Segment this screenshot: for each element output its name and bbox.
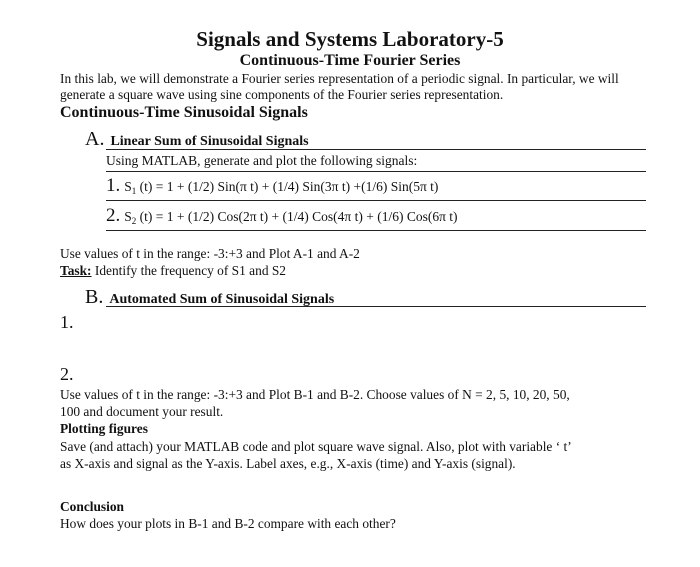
section-a-heading xyxy=(85,128,309,151)
section-a-rule-mid xyxy=(106,171,646,172)
task-label: Task: xyxy=(60,263,92,278)
formula-1-rule xyxy=(106,200,646,201)
task-line xyxy=(60,263,286,279)
plotting-line-1: Save (and attach) your MATLAB code and plot square wave signal. Also, plot with variable ‘ t’ xyxy=(60,439,572,454)
document-title: Signals and Systems Laboratory-5 xyxy=(196,27,504,51)
formula-1-expression: (t) = 1 + (1/2) Sin(π t) + (1/4) Sin(3π t) +(1/6) Sin(5π t) xyxy=(136,179,439,194)
section-title: Continuous-Time Sinusoidal Signals xyxy=(60,104,308,121)
formula-2-subscript: 2 xyxy=(131,216,137,226)
formula-2 xyxy=(106,205,458,227)
formula-2-rule xyxy=(106,230,646,231)
formula-2-number: 2. xyxy=(106,205,121,226)
formula-2-expression: (t) = 1 + (1/2) Cos(2π t) + (1/4) Cos(4π t) + (1/6) Cos(6π t) xyxy=(136,209,458,224)
section-b-range-line-1: Use values of t in the range: -3:+3 and Plot B-1 and B-2. Choose values of N = 2, 5, 10, 20, 50, xyxy=(60,387,570,402)
document-subtitle: Continuous-Time Fourier Series xyxy=(239,52,461,69)
section-b-title: Automated Sum of Sinusoidal Signals xyxy=(109,292,335,307)
plotting-heading: Plotting figures xyxy=(60,421,148,436)
section-b-letter: B. xyxy=(85,286,104,308)
plotting-line-2: as X-axis and signal as the Y-axis. Label axes, e.g., X-axis (time) and Y-axis (signal). xyxy=(60,456,516,471)
formula-2-symbol: S xyxy=(124,209,132,224)
section-b-item-2: 2. xyxy=(60,364,74,384)
section-a-letter: A. xyxy=(85,128,105,150)
section-a-title: Linear Sum of Sinusoidal Signals xyxy=(110,134,309,149)
section-b-item-1: 1. xyxy=(60,312,74,332)
task-text: Identify the frequency of S1 and S2 xyxy=(91,263,287,278)
section-a-rule-top xyxy=(106,149,646,150)
section-a-range-text: Use values of t in the range: -3:+3 and Plot A-1 and A-2 xyxy=(60,246,360,261)
section-a-instruction: Using MATLAB, generate and plot the following signals: xyxy=(106,153,418,168)
section-b-rule xyxy=(106,306,646,307)
conclusion-heading: Conclusion xyxy=(60,499,124,514)
conclusion-question: How does your plots in B-1 and B-2 compare with each other? xyxy=(60,516,396,531)
formula-1-subscript: 1 xyxy=(131,186,137,196)
formula-1-symbol: S xyxy=(124,179,132,194)
section-b-range-line-2: 100 and document your result. xyxy=(60,404,224,419)
formula-1-number: 1. xyxy=(106,175,121,196)
intro-paragraph: In this lab, we will demonstrate a Fourier series representation of a periodic signal. In particular, we will generate a square wave using sine components of the Fourier series representation. xyxy=(60,71,619,102)
formula-1 xyxy=(106,175,438,197)
